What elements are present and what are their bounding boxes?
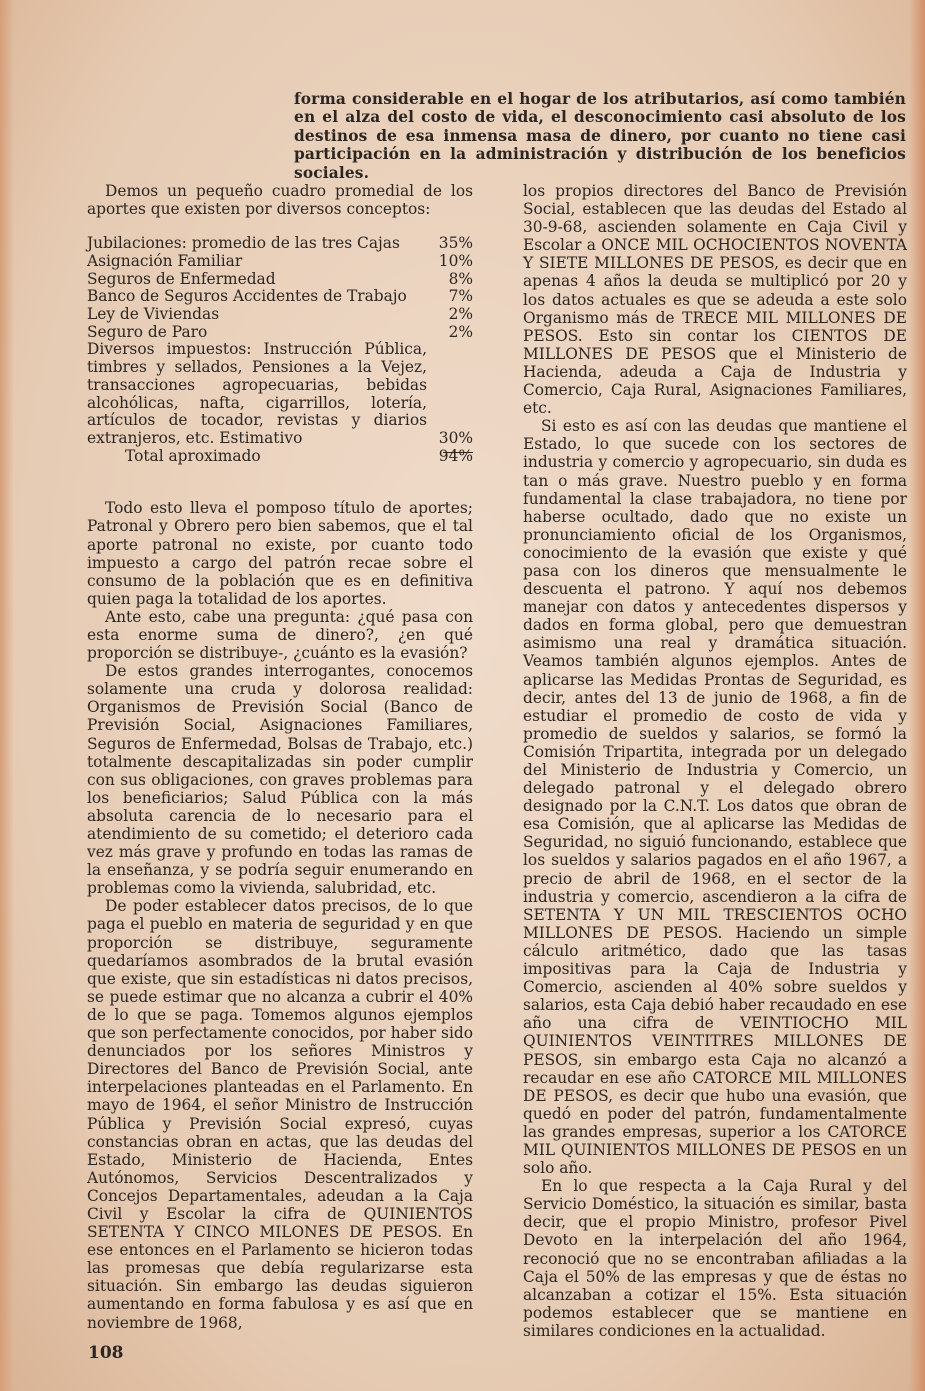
page-number: 108 (88, 1343, 124, 1363)
table-row (87, 253, 473, 271)
row-label: Jubilaciones: promedio de las tres Cajas (87, 234, 400, 253)
row-value: 2% (448, 305, 473, 323)
row-label: Seguro de Paro (87, 322, 208, 341)
body-paragraph: De poder establecer datos precisos, de lo que paga el pueblo en materia de seguridad y en que proporción se distribuye, seguramente quedaríamos asombrados de la brutal evasión que existe, que sin estadísticas ni datos precisos, se puede estimar que no alcanza a cubrir el 40% de lo que se paga. Tomemos algunos ejemplos que son perfectamente conocidos, por haber sido denunciados por los señores Ministros y Directores del Banco de Previsión Social, ante interpelaciones planteadas en el Parlamento. En mayo de 1964, el señor Ministro de Instrucción Pública y Previsión Social expresó, cuyas constancias obran en actas, que las deudas del Estado, Ministerio de Hacienda, Entes Autónomos, Servicios Descentralizados y Concejos Departamentales, adeudan a la Caja Civil y Escolar la cifra de QUINIENTOS SETENTA Y CINCO MILONES DE PESOS. En ese entonces en el Parlamento se hicieron todas las promesas que debía regularizarse esta situación. Sin embargo las deudas siguieron aumentando en forma fabulosa y es así que en noviembre de 1968, (87, 897, 473, 1332)
body-paragraph: Todo esto lleva el pomposo título de aportes; Patronal y Obrero pero bien sabemos, que el tal aporte patronal no existe, por cuanto todo impuesto a cargo del patrón recae sobre el consumo de la población que es en definitiva quien paga la totalidad de los aportes. (87, 499, 473, 608)
left-column (87, 182, 473, 1332)
total-value: 94% (433, 448, 473, 466)
row-label: Seguros de Enfermedad (87, 269, 276, 288)
row-value: 30% (438, 428, 473, 447)
table-row (87, 271, 473, 289)
body-paragraph: Si esto es así con las deudas que mantiene el Estado, lo que sucede con los sectores de industria y comercio y agropecuario, sin duda es tan o más grave. Nuestro pueblo y en forma fundamental la clase trabajadora, no tiene por haberse ocultado, dado que no existe un pronunciamiento oficial de los Organismos, conocimiento de la evasión que existe y qué pasa con los dineros que mensualmente le descuenta el patrono. Y aquí nos debemos manejar con datos y antecedentes dispersos y dados en forma global, pero que demuestran asimismo una real y dramática situación. Veamos también algunos ejemplos. Antes de aplicarse las Medidas Prontas de Seguridad, es decir, antes del 13 de junio de 1968, a fin de estudiar el promedio de costo de vida y promedio de sueldos y salarios, se formó la Comisión Tripartita, integrada por un delegado del Ministerio de Industria y Comercio, un delegado patronal y el delegado obrero designado por la C.N.T. Los datos que obran de esa Comisión, que al aplicarse las Medidas de Seguridad, no siguió funcionando, establece que los sueldos y salarios pagados en el año 1967, a precio de abril de 1968, en el sector de la industria y comercio, ascendieron a la cifra de SETENTA Y UN MIL TRESCIENTOS OCHO MILLONES DE PESOS. Haciendo un simple cálculo aritmético, dado que las tasas impositivas para la Caja de Industria y Comercio, ascienden al 40% sobre sueldos y salarios, esta Caja debió haber recaudado en ese año una cifra de VEINTIOCHO MIL QUINIENTOS VEINTITRES MILLONES DE PESOS, sin embargo esta Caja no alcanzó a recaudar en ese año CATORCE MIL MILLONES DE PESOS, es decir que hubo una evasión, que quedó en poder del patrón, fundamentalmente las grandes empresas, superior a los CATORCE MIL QUINIENTOS MILLONES DE PESOS en un solo año. (523, 417, 907, 1178)
row-value: 7% (448, 287, 473, 306)
table-row (87, 306, 473, 324)
page-edge-left (0, 0, 14, 1391)
table-row (87, 341, 473, 447)
total-label: Total aproximado (125, 446, 261, 465)
body-paragraph: En lo que respecta a la Caja Rural y del Servicio Doméstico, la situación es similar, basta decir, que el propio Ministro, profesor Pivel Devoto en la interpelación del año 1964, reconoció que no se encontraban afiliadas a la Caja el 50% de las empresas y que de éstas no alcanzaban a cotizar el 15%. Esta situación podemos establecer que se mantiene en similares condiciones en la actualidad. (523, 1177, 907, 1340)
row-value: 8% (448, 269, 473, 288)
table-row (87, 288, 473, 306)
body-paragraph: Ante esto, cabe una pregunta: ¿qué pasa con esta enorme suma de dinero?, ¿en qué proporción se distribuye-, ¿cuánto es la evasión? (87, 607, 473, 663)
row-label: Diversos impuestos: Instrucción Pública, timbres y sellados, Pensiones a la Vejez, transacciones agropecuarias, bebidas alcohólicas, nafta, cigarrillos, lotería, artículos de tocador, revistas y diarios extranjeros, etc. Estimativo (87, 340, 427, 447)
contributions-table (87, 235, 473, 465)
row-value: 10% (438, 251, 473, 270)
lead-paragraph: Demos un pequeño cuadro promedial de los aportes que existen por diversos conceptos: (87, 182, 473, 219)
intro-paragraph: forma considerable en el hogar de los atributarios, así como también en el alza del costo de vida, el desconocimiento casi absoluto de los destinos de esa inmensa masa de dinero, por cuanto no tiene casi participación en la administración y distribución de los beneficios sociales. (294, 90, 906, 182)
row-label: Banco de Seguros Accidentes de Trabajo (87, 287, 407, 306)
row-label: Ley de Viviendas (87, 305, 220, 323)
body-paragraph: los propios directores del Banco de Previsión Social, establecen que las deudas del Estado al 30-9-68, ascienden solamente en Caja Civil y Escolar a ONCE MIL OCHOCIENTOS NOVENTA Y SIETE MILLONES DE PESOS, es decir que en apenas 4 años la deuda se multiplicó por 20 y los datos actuales es que se adeuda a este solo Organismo más de TRECE MIL MILLONES DE PESOS. Esto sin contar los CIENTOS DE MILLONES DE PESOS que el Ministerio de Hacienda, adeuda a Caja de Industria y Comercio, Caja Rural, Asignaciones Familiares, etc. (523, 182, 907, 418)
table-row (87, 235, 473, 253)
total-row (87, 448, 473, 466)
table-row (87, 324, 473, 342)
row-label: Asignación Familiar (87, 251, 243, 270)
right-column (523, 182, 907, 1340)
row-value: 35% (438, 234, 473, 253)
body-paragraph: De estos grandes interrogantes, conocemos solamente una cruda y dolorosa realidad: Organismos de Previsión Social (Banco de Previsión Social, Asignaciones Familiares, Seguros de Enfermedad, Bolsas de Trabajo, etc.) totalmente descapitalizadas sin poder cumplir con sus obligaciones, con graves problemas para los beneficiarios; Salud Pública con la más absoluta carencia de lo necesario para el atendimiento de su cometido; el deterioro cada vez más grave y profundo en todas las ramas de la enseñanza, y se podría seguir enumerando en problemas como la vivienda, salubridad, etc. (87, 662, 473, 898)
row-value: 2% (448, 322, 473, 341)
page-edge-right (909, 0, 925, 1391)
